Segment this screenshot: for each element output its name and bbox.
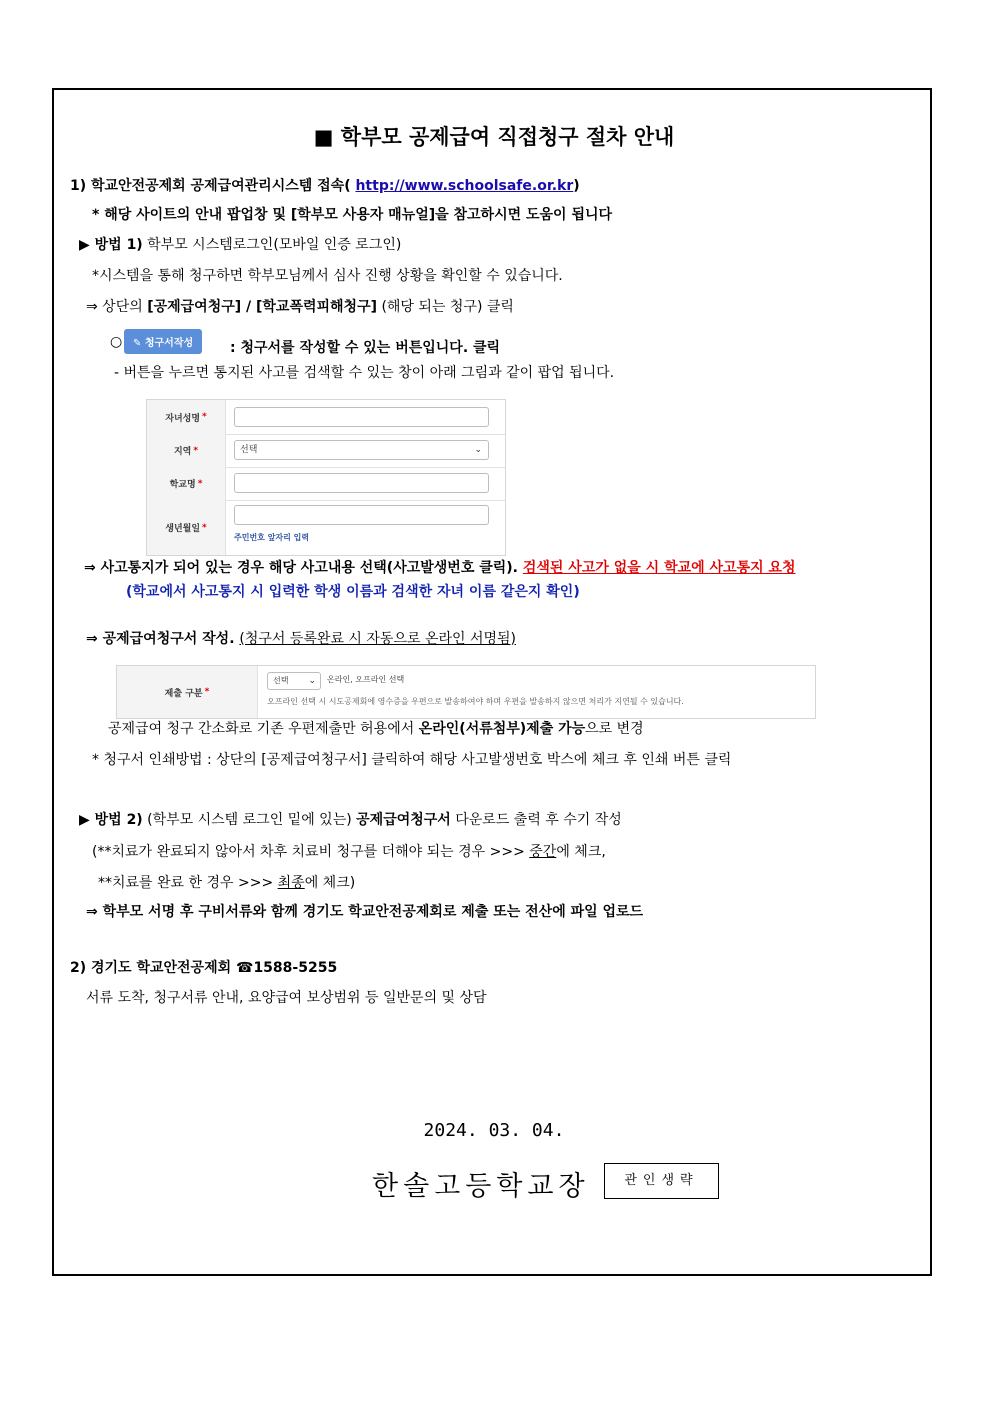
method-1-text: 학부모 시스템로그인(모바일 인증 로그인): [142, 237, 402, 253]
document-title: ■ 학부모 공제급여 직접청구 절차 안내: [313, 125, 675, 149]
chevron-down-icon: ⌄: [308, 676, 316, 686]
submission-type-select[interactable]: 선택 ⌄: [267, 672, 321, 690]
submission-type-form: [116, 665, 816, 719]
birth-date-input[interactable]: [234, 505, 489, 525]
method-1-label: ▶ 방법 1): [79, 237, 143, 253]
school-name-input[interactable]: [234, 473, 489, 493]
simplification-suffix: 으로 변경: [585, 721, 644, 737]
document-frame: [52, 88, 932, 1276]
region-label: 지역 *: [147, 434, 226, 467]
write-claim-button-image: [124, 329, 202, 354]
submission-type-label: 제출 구분 *: [117, 666, 258, 718]
child-name-input[interactable]: [234, 407, 489, 427]
section-1-heading-text: 1) 학교안전공제회 공제급여관리시스템 접속(: [70, 178, 356, 194]
method-1-line: [79, 236, 401, 254]
seal-omitted-box: 관인생략: [604, 1163, 719, 1199]
claim-write-line: [86, 630, 516, 648]
region-select[interactable]: 선택 ⌄: [234, 440, 489, 460]
section-2-heading: 2) 경기도 학교안전공제회 ☎1588-5255: [70, 960, 338, 976]
child-name-label: 자녀성명 *: [147, 400, 226, 434]
method-2-prefix: (학부모 시스템 로그인 밑에 있는): [142, 812, 357, 828]
method-1-note: *시스템을 통해 청구하면 학부모님께서 심사 진행 상황을 확인할 수 있습니다.: [92, 268, 563, 284]
section-2-desc: 서류 도착, 청구서류 안내, 요양급여 보상범위 등 일반문의 및 상담: [86, 990, 487, 1006]
no-accident-warning: 검색된 사고가 없을 시 학교에 사고통지 요청: [522, 560, 796, 576]
claim-form-name: 공제급여청구서: [356, 812, 451, 828]
section-1-heading: [70, 177, 580, 195]
claim-write-text: ⇒ 공제급여청구서 작성.: [86, 631, 240, 647]
interim-note: [92, 843, 606, 861]
method-2-line: [79, 811, 622, 829]
method-2-label: ▶ 방법 2): [79, 812, 143, 828]
birth-date-hint: 주민번호 앞자리 입력: [234, 533, 310, 542]
final-prefix: **치료를 완료 한 경우 >>>: [98, 875, 278, 891]
online-submission-available: 온라인(서류첨부)제출 가능: [418, 721, 586, 737]
site-popup-note: * 해당 사이트의 안내 팝업창 및 [학부모 사용자 매뉴얼]을 참고하시면 도움이 됩니다: [92, 207, 613, 223]
method-2-suffix: 다운로드 출력 후 수기 작성: [450, 812, 622, 828]
final-suffix: 에 체크): [304, 875, 356, 891]
auto-sign-note: (청구서 등록완료 시 자동으로 온라인 서명됨): [239, 631, 516, 647]
name-check-note: (학교에서 사고통지 시 입력한 학생 이름과 검색한 자녀 이름 같은지 확인): [126, 584, 580, 600]
birth-date-label: 생년월일 *: [147, 500, 226, 555]
accident-search-form: [146, 399, 506, 556]
write-claim-button-desc: : 청구서를 작성할 수 있는 버튼입니다. 클릭: [230, 340, 501, 356]
form-row-birth: [147, 500, 505, 555]
popup-note: - 버튼을 누르면 통지된 사고를 검색할 수 있는 창이 아래 그림과 같이 팝업 됩니다.: [114, 365, 615, 381]
form-row-child-name: [147, 400, 505, 435]
school-name-label: 학교명 *: [147, 467, 226, 500]
top-menu-instruction: [86, 298, 514, 316]
form-row-school: [147, 467, 505, 501]
simplification-note: [108, 720, 644, 738]
circle-bullet: ○: [110, 334, 123, 350]
accident-select-text: ⇒ 사고통지가 되어 있는 경우 해당 사고내용 선택(사고발생번호 클릭).: [84, 560, 523, 576]
submission-options-text: 온라인, 오프라인 선택: [327, 675, 405, 684]
final-note: [98, 874, 355, 892]
top-menu-items: [공제급여청구] / [학교폭력피해청구]: [147, 299, 377, 315]
interim-keyword: 중간: [529, 844, 557, 860]
form-row-region: [147, 434, 505, 468]
final-keyword: 최종: [277, 875, 305, 891]
accident-select-line: [84, 559, 796, 577]
interim-prefix: (**치료가 완료되지 않아서 차후 치료비 청구를 더해야 되는 경우 >>>: [92, 844, 530, 860]
chevron-down-icon: ⌄: [474, 445, 482, 455]
top-menu-suffix: (해당 되는 청구) 클릭: [377, 299, 514, 315]
submit-instruction: ⇒ 학부모 서명 후 구비서류와 함께 경기도 학교안전공제회로 제출 또는 전산에 파일 업로드: [86, 904, 644, 920]
principal-signature: 한솔고등학교장: [372, 1171, 590, 1202]
top-menu-prefix: ⇒ 상단의: [86, 299, 148, 315]
interim-suffix: 에 체크,: [556, 844, 606, 860]
write-claim-button[interactable]: ✎ 청구서작성: [124, 329, 202, 354]
print-method-note: * 청구서 인쇄방법 : 상단의 [공제급여청구서] 클릭하여 해당 사고발생번호 박스에 체크 후 인쇄 버튼 클릭: [92, 752, 732, 768]
simplification-prefix: 공제급여 청구 간소화로 기존 우편제출만 허용에서: [108, 721, 419, 737]
document-date: 2024. 03. 04.: [423, 1120, 565, 1141]
schoolsafe-link[interactable]: http://www.schoolsafe.or.kr: [355, 178, 574, 194]
offline-notice: 오프라인 선택 시 시도공제회에 영수증을 우편으로 발송하여야 하며 우편을 발송하지 않으면 처리가 지연될 수 있습니다.: [267, 697, 684, 706]
section-1-heading-close: ): [573, 178, 580, 194]
